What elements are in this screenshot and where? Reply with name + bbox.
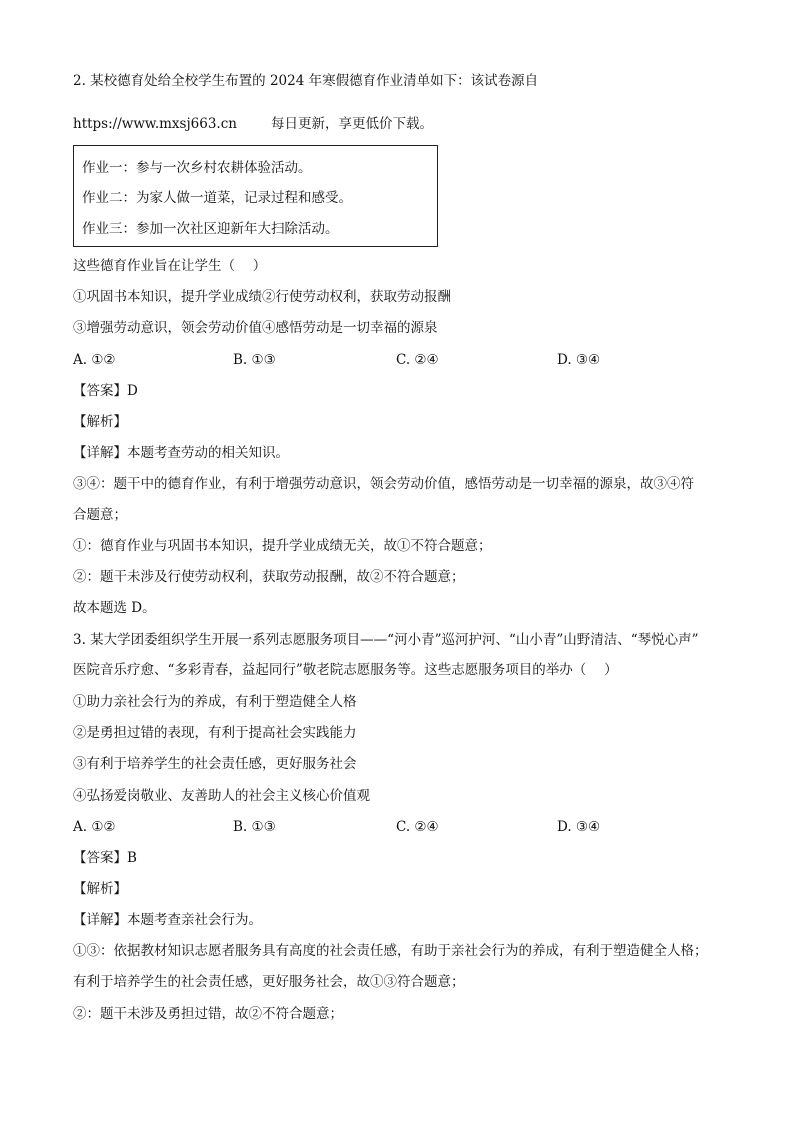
q2-option-b: B. ①③	[233, 352, 276, 368]
q2-source-text: 每日更新，享更低价下载。	[270, 116, 433, 132]
q2-analysis-label: 【解析】	[73, 414, 127, 430]
homework-item-2: 作业二：为家人做一道菜，记录过程和感受。	[82, 190, 352, 206]
q2-detail-5: ②：题干未涉及行使劳动权利，获取劳动报酬，故②不符合题意；	[73, 569, 465, 585]
q3-statement-3: ③有利于培养学生的社会责任感，更好服务社会	[73, 756, 357, 772]
q2-detail-1: 【详解】本题考查劳动的相关知识。	[73, 445, 289, 461]
q3-detail-3: 有利于培养学生的社会责任感，更好服务社会，故①③符合题意；	[73, 974, 465, 990]
q3-stem-line1: 3. 某大学团委组织学生开展一系列志愿服务项目——“河小青”巡河护河、“山小青”山野清洁、“琴悦心声”	[73, 632, 699, 648]
q3-option-a: A. ①②	[73, 819, 116, 835]
q3-detail-1: 【详解】本题考查亲社会行为。	[73, 912, 262, 928]
q2-statement-2: ③增强劳动意识，领会劳动价值④感悟劳动是一切幸福的源泉	[73, 320, 438, 336]
q2-detail-3: 合题意；	[73, 507, 127, 523]
q2-question: 这些德育作业旨在让学生（ ）	[73, 258, 267, 274]
q3-statement-4: ④弘扬爱岗敬业、友善助人的社会主义核心价值观	[73, 788, 370, 804]
q3-statement-2: ②是勇担过错的表现，有利于提高社会实践能力	[73, 725, 357, 741]
q2-source-url: https://www.mxsj663.cn	[73, 116, 237, 132]
q3-analysis-label: 【解析】	[73, 881, 127, 897]
q3-stem-line2: 医院音乐疗愈、“多彩青春，益起同行”敬老院志愿服务等。这些志愿服务项目的举办（ ）	[73, 662, 618, 678]
q2-detail-2: ③④：题干中的德育作业，有利于增强劳动意识，领会劳动价值，感悟劳动是一切幸福的源泉，故③④符	[73, 476, 694, 492]
q2-option-c: C. ②④	[396, 352, 439, 368]
q2-statement-1: ①巩固书本知识，提升学业成绩②行使劳动权利，获取劳动报酬	[73, 289, 451, 305]
homework-list-box	[73, 145, 438, 247]
q2-option-d: D. ③④	[557, 352, 601, 368]
q3-statement-1: ①助力亲社会行为的养成，有利于塑造健全人格	[73, 694, 357, 710]
q2-detail-6: 故本题选 D。	[73, 600, 156, 616]
q2-stem-line1: 2. 某校德育处给全校学生布置的 2024 年寒假德育作业清单如下：该试卷源自	[73, 73, 539, 89]
q3-option-d: D. ③④	[557, 819, 601, 835]
q2-detail-4: ①：德育作业与巩固书本知识，提升学业成绩无关，故①不符合题意；	[73, 538, 492, 554]
q3-answer: 【答案】B	[73, 850, 137, 866]
q3-option-c: C. ②④	[396, 819, 439, 835]
q2-stem-line2	[73, 116, 433, 132]
homework-item-1: 作业一：参与一次乡村农耕体验活动。	[82, 160, 312, 176]
q2-answer: 【答案】D	[73, 383, 138, 399]
homework-item-3: 作业三：参加一次社区迎新年大扫除活动。	[82, 221, 339, 237]
q3-detail-4: ②：题干未涉及勇担过错，故②不符合题意；	[73, 1006, 343, 1022]
q3-detail-2: ①③：依据教材知识志愿者服务具有高度的社会责任感，有助于亲社会行为的养成，有利于塑造健全人格；	[73, 943, 708, 959]
q2-option-a: A. ①②	[73, 352, 116, 368]
q3-option-b: B. ①③	[233, 819, 276, 835]
